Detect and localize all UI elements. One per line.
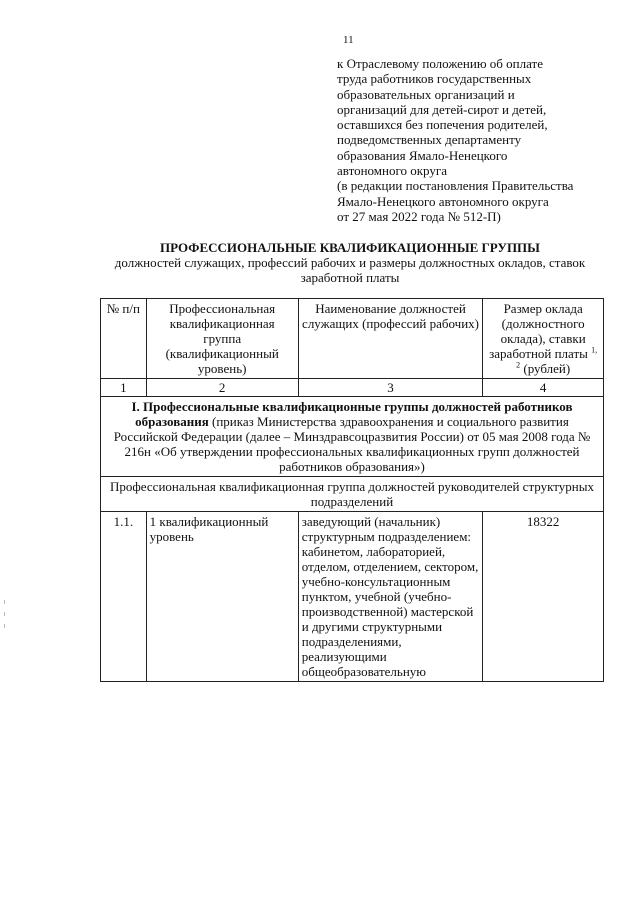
annex-line: подведомственных департаменту: [337, 132, 522, 148]
annex-line: оставшихся без попечения родителей,: [337, 117, 548, 133]
group-title: Профессиональная квалификационная группа должностей руководителей структурных подразделений: [101, 477, 604, 512]
scan-mark: [4, 612, 5, 616]
header-salary: [483, 299, 604, 379]
annex-line: автономного округа: [337, 163, 447, 179]
column-number: 3: [298, 379, 483, 397]
scan-mark: [4, 624, 5, 628]
annex-header: [337, 56, 627, 224]
header-group: Профессиональная квалификационная группа (квалификационный уровень): [146, 299, 298, 379]
annex-line: Ямало-Ненецкого автономного округа: [337, 193, 549, 209]
group-row: [101, 477, 604, 512]
section-heading-normal: (приказ Министерства здравоохранения и социального развития Российской Федерации (далее – Минздравсоцразвития России) от 05 мая 2008 года № 216н «Об утверждении профессиональных квалификационных групп должностей работников образования»): [113, 414, 591, 474]
table-header-row: [101, 299, 604, 379]
annex-line: от 27 мая 2022 года № 512-П): [337, 208, 501, 224]
column-number: 1: [101, 379, 147, 397]
column-number-row: [101, 379, 604, 397]
table-row: [101, 512, 604, 682]
annex-line: образовательных организаций и: [337, 86, 515, 102]
annex-line: к Отраслевому положению об оплате: [337, 56, 543, 71]
annex-line: организаций для детей-сирот и детей,: [337, 101, 547, 117]
document-title: [95, 240, 605, 285]
row-position: заведующий (начальник) структурным подразделением: кабинетом, лабораторией, отделом, отделением, сектором, учебно-консультационным пунктом, учебной (учебно-производственной) мастерской и другими структурными подразделениями, реализующими общеобразовательную: [298, 512, 483, 682]
column-number: 4: [483, 379, 604, 397]
scan-mark: [4, 600, 5, 604]
section-heading: [101, 397, 604, 477]
row-salary: 18322: [483, 512, 604, 682]
header-position: Наименование должностей служащих (профессий рабочих): [298, 299, 483, 379]
header-salary-footnote: 1, 2: [516, 345, 598, 370]
annex-line: (в редакции постановления Правительства: [337, 178, 574, 194]
header-num: № п/п: [101, 299, 147, 379]
document-title-sub: должностей служащих, профессий рабочих и размеры должностных окладов, ставок заработной платы: [114, 255, 586, 285]
qualification-groups-table: [100, 298, 604, 682]
row-num: 1.1.: [101, 512, 147, 682]
section-row: [101, 397, 604, 477]
page-number: 11: [343, 34, 354, 46]
document-title-main: ПРОФЕССИОНАЛЬНЫЕ КВАЛИФИКАЦИОННЫЕ ГРУППЫ: [160, 240, 540, 255]
column-number: 2: [146, 379, 298, 397]
section-heading-bold: I. Профессиональные квалификационные группы должностей работников образования: [131, 399, 573, 429]
annex-line: образования Ямало-Ненецкого: [337, 147, 508, 163]
header-salary-label: Размер оклада (должностного оклада), ставки заработной платы: [489, 301, 588, 361]
annex-line: труда работников государственных: [337, 71, 532, 87]
header-salary-unit: (рублей): [523, 361, 571, 376]
row-level: 1 квалификационный уровень: [146, 512, 298, 682]
scan-margin-marks: [4, 600, 8, 636]
